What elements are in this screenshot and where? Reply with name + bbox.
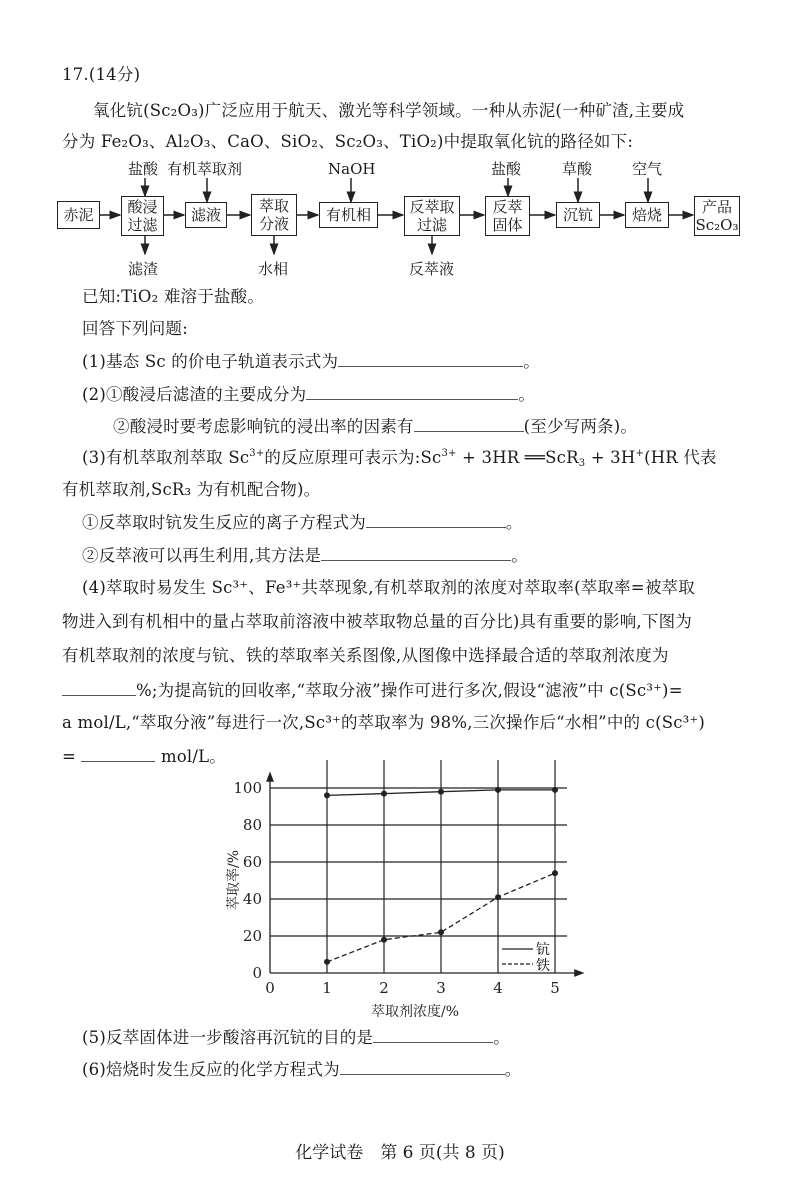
question-4-line-4: %;为提高钪的回收率,“萃取分液”操作可进行多次,假设“滤液”中 c(Sc³⁺)= <box>62 679 683 702</box>
question-1: (1)基态 Sc 的价电子轨道表示式为 。 <box>82 352 540 371</box>
svg-text:20: 20 <box>242 927 262 945</box>
svg-text:40: 40 <box>242 890 262 908</box>
question-3-line-1: (3)有机萃取剂萃取 $Sc^{3+}$的反应原理可表示为$:Sc^{3+} + 3HR$ ══ScR$_3$ + 3H+(HR 代表 <box>82 448 717 469</box>
question-4-line-5: a mol/L,“萃取分液”每进行一次,Sc³⁺的萃取率为 98%,三次操作后“水相”中的 c(Sc³⁺) <box>62 713 706 732</box>
question-5: (5)反萃固体进一步酸溶再沉钪的目的是 。 <box>82 1028 510 1047</box>
question-6: (6)焙烧时发生反应的化学方程式为 。 <box>82 1060 522 1079</box>
page-footer: 化学试卷 第 6 页(共 8 页) <box>295 1143 505 1163</box>
flow-box-back-extract: 反萃取 过滤 <box>404 196 460 236</box>
question-points: (14分) <box>88 65 141 84</box>
svg-text:0: 0 <box>252 964 262 982</box>
input-naoh: NaOH <box>328 160 376 178</box>
svg-text:5: 5 <box>550 979 560 997</box>
question-2-1: (2)①酸浸后滤渣的主要成分为 。 <box>82 385 536 404</box>
svg-text:0: 0 <box>265 979 275 997</box>
output-back-extract-liquid: 反萃液 <box>409 260 455 278</box>
question-4-line-1: (4)萃取时易发生 Sc³⁺、Fe³⁺共萃现象,有机萃取剂的浓度对萃取率(萃取率=被萃取 <box>82 578 695 597</box>
output-aqueous-phase: 水相 <box>258 260 289 278</box>
input-extractant: 有机萃取剂 <box>167 160 243 178</box>
x-axis-label: 萃取剂浓度/% <box>370 1004 460 1020</box>
answer-blank-q1[interactable] <box>338 350 523 367</box>
y-axis-label: 萃取率/% <box>226 849 242 911</box>
flow-box-chimud: 赤泥 <box>57 201 100 229</box>
flow-box-roast: 焙烧 <box>625 202 669 228</box>
legend-iron: 铁 <box>536 958 550 974</box>
answer-blank-q4-concentration-sc[interactable] <box>81 745 155 762</box>
answer-blank-q3-2[interactable] <box>321 544 511 561</box>
answer-blank-q4-concentration[interactable] <box>62 679 136 696</box>
legend-scandium: 钪 <box>536 942 550 958</box>
answer-blank-q6[interactable] <box>340 1058 505 1075</box>
x-tick-labels <box>265 979 560 997</box>
input-hcl-2: 盐酸 <box>491 160 522 178</box>
known-fact: 已知:TiO₂ 难溶于盐酸。 <box>82 287 265 306</box>
question-3-line-2: 有机萃取剂,ScR₃ 为有机配合物)。 <box>62 480 321 499</box>
flow-box-precipitate: 沉钪 <box>556 202 600 228</box>
question-4-line-3: 有机萃取剂的浓度与钪、铁的萃取率关系图像,从图像中选择最合适的萃取剂浓度为 <box>62 646 669 665</box>
input-oxalic-acid: 草酸 <box>562 160 593 178</box>
answer-blank-q2-2[interactable] <box>414 415 524 432</box>
svg-text:100: 100 <box>233 779 262 797</box>
flow-box-product: 产品 Sc₂O₃ <box>695 198 739 234</box>
flow-box-filtrate: 滤液 <box>185 202 227 228</box>
question-number: 17. <box>62 65 89 84</box>
intro-line-1: 氧化钪(Sc₂O₃)广泛应用于航天、激光等科学领域。一种从赤泥(一种矿渣,主要成 <box>93 101 685 120</box>
extraction-rate-chart <box>210 760 590 1025</box>
flow-box-back-solid: 反萃 固体 <box>485 196 530 236</box>
question-4-line-2: 物进入到有机相中的量占萃取前溶液中被萃取物总量的百分比)具有重要的影响,下图为 <box>62 612 692 631</box>
chart-legend <box>500 940 554 974</box>
flow-box-organic-phase: 有机相 <box>319 202 378 228</box>
answer-blank-q2-1[interactable] <box>306 383 518 400</box>
svg-text:2: 2 <box>379 979 389 997</box>
svg-text:4: 4 <box>493 979 503 997</box>
question-3-1: ①反萃取时钪发生反应的离子方程式为 。 <box>82 513 523 532</box>
input-air: 空气 <box>632 160 663 178</box>
question-4-line-6: = mol/L。 <box>62 747 227 766</box>
question-2-2: ②酸浸时要考虑影响钪的浸出率的因素有 (至少写两条)。 <box>113 417 638 436</box>
answer-blank-q3-1[interactable] <box>366 511 506 528</box>
svg-text:60: 60 <box>242 853 262 871</box>
answer-prompt: 回答下列问题: <box>82 319 188 338</box>
svg-text:1: 1 <box>322 979 332 997</box>
question-3-2: ②反萃液可以再生利用,其方法是 。 <box>82 546 528 565</box>
flowchart-arrows <box>0 0 800 290</box>
answer-blank-q5[interactable] <box>373 1026 493 1043</box>
svg-text:3: 3 <box>436 979 446 997</box>
output-residue: 滤渣 <box>128 260 159 278</box>
intro-line-2: 分为 Fe₂O₃、Al₂O₃、CaO、SiO₂、Sc₂O₃、TiO₂)中提取氧化钪的路径如下: <box>62 132 634 151</box>
flow-box-acid-leach: 酸浸 过滤 <box>121 196 164 236</box>
svg-text:80: 80 <box>242 816 262 834</box>
input-hcl-1: 盐酸 <box>128 160 159 178</box>
flow-box-extract-separate: 萃取 分液 <box>251 194 297 236</box>
